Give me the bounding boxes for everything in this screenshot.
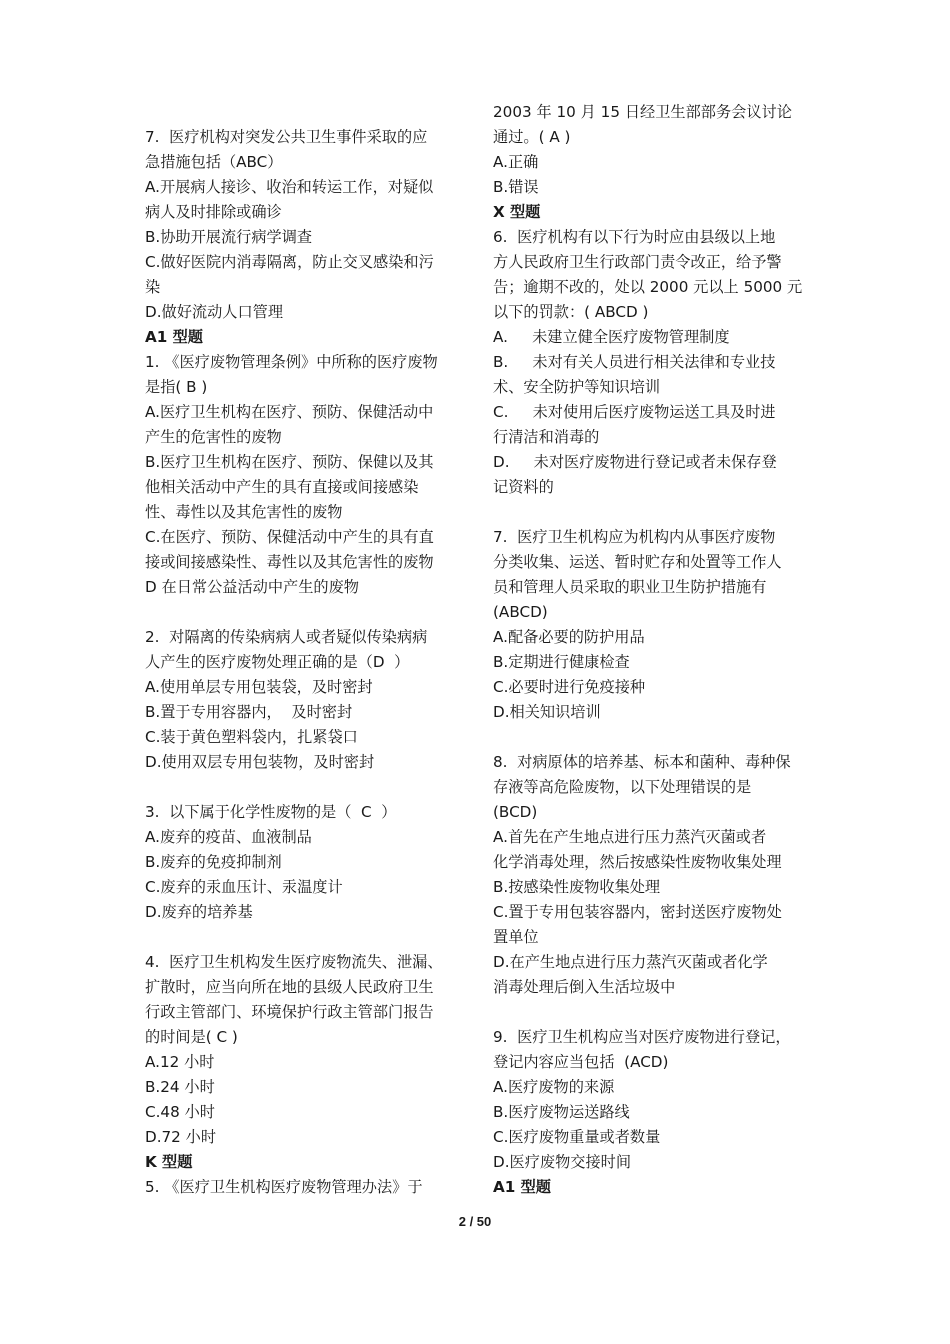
section-heading: A1 型题 bbox=[493, 1178, 551, 1196]
text-line: C.做好医院内消毒隔离，防止交叉感染和污 bbox=[145, 253, 434, 271]
text-line: C. 未对使用后医疗废物运送工具及时进 bbox=[493, 403, 776, 421]
text-line: C.装于黄色塑料袋内，扎紧袋口 bbox=[145, 728, 358, 746]
text-line: 7. 医疗机构对突发公共卫生事件采取的应 bbox=[145, 128, 428, 146]
text-line: 接或间接感染性、毒性以及其危害性的废物 bbox=[145, 553, 434, 571]
text-line: B.定期进行健康检查 bbox=[493, 653, 630, 671]
text-line: 行政主管部门、环境保护行政主管部门报告 bbox=[145, 1003, 434, 1021]
text-line: D. 未对医疗废物进行登记或者未保存登 bbox=[493, 453, 777, 471]
text-line: D.在产生地点进行压力蒸汽灭菌或者化学 bbox=[493, 953, 768, 971]
text-line: 他相关活动中产生的具有直接或间接感染 bbox=[145, 478, 419, 496]
text-line: 染 bbox=[145, 278, 161, 296]
blank-line bbox=[493, 725, 815, 750]
text-line: B.置于专用容器内， 及时密封 bbox=[145, 703, 353, 721]
text-line: D.相关知识培训 bbox=[493, 703, 601, 721]
text-line: 行清洁和消毒的 bbox=[493, 428, 600, 446]
text-line: 的时间是( C ) bbox=[145, 1028, 238, 1046]
text-line: 置单位 bbox=[493, 928, 539, 946]
text-line: 2003 年 10 月 15 日经卫生部部务会议讨论 bbox=[493, 103, 792, 121]
text-line: B.医疗卫生机构在医疗、预防、保健以及其 bbox=[145, 453, 434, 471]
text-line: C.医疗废物重量或者数量 bbox=[493, 1128, 661, 1146]
text-line: C.置于专用包装容器内，密封送医疗废物处 bbox=[493, 903, 782, 921]
text-line: 急措施包括（ABC） bbox=[145, 153, 283, 171]
text-line: 9. 医疗卫生机构应当对医疗废物进行登记， bbox=[493, 1028, 791, 1046]
text-line: 通过。( A ) bbox=[493, 128, 571, 146]
blank-line bbox=[145, 600, 467, 625]
text-line: A.废弃的疫苗、血液制品 bbox=[145, 828, 312, 846]
text-line: C.在医疗、预防、保健活动中产生的具有直 bbox=[145, 528, 434, 546]
text-line: 病人及时排除或确诊 bbox=[145, 203, 282, 221]
text-line: A.首先在产生地点进行压力蒸汽灭菌或者 bbox=[493, 828, 767, 846]
text-line: 方人民政府卫生行政部门责令改正，给予警 bbox=[493, 253, 782, 271]
text-line: A.开展病人接诊、收治和转运工作，对疑似 bbox=[145, 178, 434, 196]
text-line: A. 未建立健全医疗废物管理制度 bbox=[493, 328, 730, 346]
text-line: 8. 对病原体的培养基、标本和菌种、毒种保 bbox=[493, 753, 791, 771]
text-line: 记资料的 bbox=[493, 478, 554, 496]
text-line: 存液等高危险废物，以下处理错误的是 bbox=[493, 778, 752, 796]
text-line: 4. 医疗卫生机构发生医疗废物流失、泄漏、 bbox=[145, 953, 443, 971]
text-line: A.配备必要的防护用品 bbox=[493, 628, 645, 646]
text-line: D.做好流动人口管理 bbox=[145, 303, 284, 321]
section-heading: A1 型题 bbox=[145, 328, 203, 346]
text-line: B.医疗废物运送路线 bbox=[493, 1103, 630, 1121]
text-line: 是指( B ) bbox=[145, 378, 208, 396]
text-line: A.医疗卫生机构在医疗、预防、保健活动中 bbox=[145, 403, 434, 421]
text-line: 消毒处理后倒入生活垃圾中 bbox=[493, 978, 676, 996]
text-line: 6. 医疗机构有以下行为时应由县级以上地 bbox=[493, 228, 776, 246]
text-line: B. 未对有关人员进行相关法律和专业技 bbox=[493, 353, 776, 371]
text-line: A.正确 bbox=[493, 153, 539, 171]
right-column bbox=[493, 100, 815, 1200]
text-line: D 在日常公益活动中产生的废物 bbox=[145, 578, 359, 596]
text-line: 性、毒性以及其危害性的废物 bbox=[145, 503, 343, 521]
text-line: 登记内容应当包括 (ACD) bbox=[493, 1053, 669, 1071]
page-number: 2 / 50 bbox=[458, 1214, 492, 1229]
text-line: C.废弃的汞血压计、汞温度计 bbox=[145, 878, 343, 896]
text-line: 人产生的医疗废物处理正确的是（D ） bbox=[145, 653, 410, 671]
text-line: 3. 以下属于化学性废物的是（ C ） bbox=[145, 803, 397, 821]
text-line: (BCD) bbox=[493, 803, 538, 821]
text-line: A.医疗废物的来源 bbox=[493, 1078, 615, 1096]
text-line: 告；逾期不改的，处以 2000 元以上 5000 元 bbox=[493, 278, 803, 296]
blank-line bbox=[145, 925, 467, 950]
blank-line bbox=[493, 500, 815, 525]
section-heading: X 型题 bbox=[493, 203, 541, 221]
text-line: D.使用双层专用包装物，及时密封 bbox=[145, 753, 375, 771]
text-line: D.废弃的培养基 bbox=[145, 903, 253, 921]
text-line: 化学消毒处理，然后按感染性废物收集处理 bbox=[493, 853, 782, 871]
text-line: B.按感染性废物收集处理 bbox=[493, 878, 661, 896]
text-line: B.协助开展流行病学调查 bbox=[145, 228, 313, 246]
text-line: B.废弃的免疫抑制剂 bbox=[145, 853, 282, 871]
text-line: C.必要时进行免疫接种 bbox=[493, 678, 646, 696]
text-line: A.12 小时 bbox=[145, 1053, 215, 1071]
text-line: 以下的罚款：( ABCD ) bbox=[493, 303, 649, 321]
text-line: 7. 医疗卫生机构应为机构内从事医疗废物 bbox=[493, 528, 776, 546]
text-line: D.医疗废物交接时间 bbox=[493, 1153, 632, 1171]
text-line: 5. 《医疗卫生机构医疗废物管理办法》于 bbox=[145, 1178, 423, 1196]
section-heading: K 型题 bbox=[145, 1153, 193, 1171]
text-line: D.72 小时 bbox=[145, 1128, 217, 1146]
text-line: 1. 《医疗废物管理条例》中所称的医疗废物 bbox=[145, 353, 438, 371]
text-line: B.错误 bbox=[493, 178, 539, 196]
text-line: 术、安全防护等知识培训 bbox=[493, 378, 661, 396]
left-column bbox=[145, 125, 467, 1200]
text-line: 2. 对隔离的传染病病人或者疑似传染病病 bbox=[145, 628, 428, 646]
text-line: (ABCD) bbox=[493, 603, 548, 621]
text-line: 产生的危害性的废物 bbox=[145, 428, 282, 446]
text-line: A.使用单层专用包装袋，及时密封 bbox=[145, 678, 373, 696]
text-line: 员和管理人员采取的职业卫生防护措施有 bbox=[493, 578, 767, 596]
text-line: 扩散时，应当向所在地的县级人民政府卫生 bbox=[145, 978, 434, 996]
blank-line bbox=[493, 1000, 815, 1025]
text-line: 分类收集、运送、暂时贮存和处置等工作人 bbox=[493, 553, 782, 571]
blank-line bbox=[145, 775, 467, 800]
text-line: B.24 小时 bbox=[145, 1078, 215, 1096]
text-line: C.48 小时 bbox=[145, 1103, 215, 1121]
